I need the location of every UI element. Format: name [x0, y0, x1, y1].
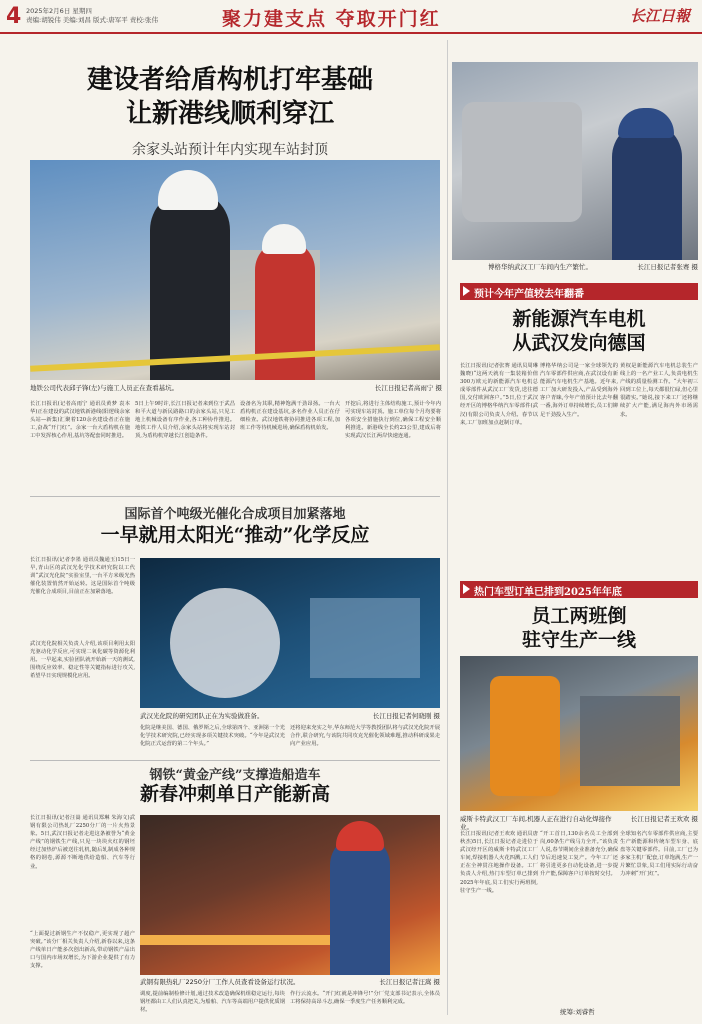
story5-kicker: 热门车型订单已排到2025年年底 — [474, 587, 622, 598]
story3-body-col2: “上面提过新钢生产不仅稳产,更实现了超产突破。”该分厂相关负责人介绍,新春以来,这条产线单日产能多次创出新高,带动钢铁产品出口与国内市场双增长,为下游企业提供了有力支撑。 — [30, 931, 135, 970]
welding-robot — [490, 676, 560, 796]
story2-photo — [140, 558, 440, 708]
story5-photo — [460, 656, 698, 811]
story3-subheadline: 新春冲刺单日产能新高 — [139, 783, 330, 805]
story5-headline-2: 驻守生产一线 — [521, 629, 636, 651]
worker-figure-left — [150, 190, 230, 380]
hardhat-white — [158, 170, 218, 210]
issue-meta — [26, 7, 196, 25]
story3-caption: 武钢有限热轧厂2250分厂工作人员查看设备运行状况。 — [140, 978, 300, 986]
story3-body-col4: 作行云流水。“开门红就是冲锋号!”分厂党支部书记表示,全体员工将保持高昂斗志,确保一季度生产任务顺利完成。 — [290, 991, 440, 1006]
story1-body-col2: 5日上午9时许,长江日报记者来到位于武昌和平大道与新民路路口的余家头站,只见工地上机械设备有序作业,各工种协作推进。地铁工作人员介绍,余家头站将实现车站封顶,为盾构机穿越长江创造条件。 — [135, 401, 235, 440]
story4-body-col2: 博格华纳公司是一家全球领先的汽车零部件供应商,在武汉设有新能源汽车电机生产基地。近年来,工厂加大研发投入,产品受到海外客户青睐,今年产值预计比去年翻一番,海外订单持续增长,员工们铆足干劲投入生产。 — [540, 363, 618, 418]
story4-caption: 博格华纳武汉工厂车间内生产繁忙。 — [488, 263, 592, 271]
divider-line-2 — [30, 760, 440, 761]
car-body-frame — [580, 696, 680, 786]
newspaper-logo: 长江日報 — [630, 7, 691, 25]
story1-subtitle: 余家头站预计年内实现车站封顶 — [132, 142, 328, 158]
story4-credit: 长江日报记者张赛 摄 — [637, 263, 698, 271]
story1-photo — [30, 160, 440, 380]
lab-researcher-figure — [170, 588, 280, 698]
story4-photo — [452, 62, 698, 260]
story3-body-col3: 调度,提前编制检修计划,通过技术改造确保机组稳定运行,每块钢坯都由工人们认真把关,为船舶、汽车等高端用户提供优质钢材。 — [140, 991, 285, 1014]
story5-kicker-bar — [460, 581, 698, 598]
story2-caption: 武汉光化院的研究团队正在为实验做准备。 — [140, 712, 264, 720]
story1-body-col4: 开挖后,将进行主体结构施工,预计今年内可实现车站封顶。施工单位每个月均要将各项安全措施执行到位,确保工程安全顺利推进。新港线全长约23公里,建成后将实现武汉长江两岸快速连通。 — [345, 401, 441, 440]
triangle-icon — [463, 584, 470, 594]
story4-body-col3: 黄权是新能源汽车电机总装生产线上的一名产业工人,负责电机生产线的质量检测工作。“大年初三回到工位上,每天都很忙碌,但心里很踏实。”她说,接下来工厂还将继续扩大产能,满足海内外市场需求。 — [620, 363, 698, 418]
issue-date: 2025年2月6日 星期四 — [26, 7, 92, 15]
story5-caption: 威斯卡特武汉工厂车间,机器人正在进行自动化焊接作业。 — [460, 815, 612, 831]
hardhat-white-2 — [262, 224, 306, 254]
triangle-icon — [463, 286, 470, 296]
story3-headline: 钢铁“黄金产线”支撑造船造车 — [149, 768, 321, 783]
page-slogan: 聚力建支点 夺取开门红 — [222, 8, 441, 30]
story1-headline-2: 让新港线顺利穿江 — [125, 99, 334, 129]
story2-body-col4: 还将迎来充实之年,华东师范大学等教授团队将与武汉光化院开展合作,联合研究,与该院共同攻克光催化领域难题,推动科研成果走向产业应用。 — [290, 725, 440, 748]
story5-body-col2: “开工首日,130余名员工全部到岗,60条生产线马力全开。”该负责人说,春节期间企业准备充分,确保节后迅速复工复产。今年工厂还将引进更多自动化设备,进一步提升产能,保障客户订单按时交付。 — [540, 831, 618, 878]
story1-caption: 地铁公司代表邱子锋(左)与施工人员正在查看基坑。 — [30, 384, 179, 392]
story1-headline-1: 建设者给盾构机打牢基础 — [86, 65, 373, 95]
page-editor: 统筹:刘睿哲 — [560, 1008, 595, 1016]
story5-credit: 长江日报记者王欢欢 摄 — [630, 815, 698, 823]
story4-kicker-bar — [460, 283, 698, 300]
yellow-railing — [30, 344, 440, 371]
story5-headline-1: 员工两班倒 — [531, 605, 627, 627]
story1-credit: 长江日报记者高雨宁 摄 — [374, 384, 442, 392]
story5-body-col1: 长江日报讯(记者王欢欢 通讯员唐秋杰)5日,长江日报记者走进位于武汉经开区的威斯卡特武汉工厂车间,焊接机器人火花四溅,工人们正在全神贯注地操作设备。工厂负责人介绍,热门车型订单已排到2025年年底,员工们实行两班倒,驻守生产一线。 — [460, 831, 538, 894]
story2-body-col1: 长江日报讯(记者李墨 通讯员魏通玉)15日一早,青山区的武汉光化学技术研究院以工代训“武汉光化院”实验室里,一台平方米级光热催化装置悄然开始运转。这是国际首个吨级光催化合成项目,目前正在加紧落地。 — [30, 557, 135, 596]
motor-assembly — [462, 102, 582, 222]
factory-worker-figure — [612, 122, 682, 260]
divider-line — [30, 496, 440, 497]
story4-headline-1: 新能源汽车电机 — [512, 308, 646, 330]
story1-body-col3: 设备名为其职,精神饱满干劲昂扬。一台大盾构机正在建设基坑,多名作业人员正在仔细检查。武汉地铁将协同推进各项工程,加班工作等待机械进场,确保盾构机始发。 — [240, 401, 340, 432]
story3-body-col1: 长江日报讯(记者汪嵩 通讯员郑琳 朱海文)武钢有限公司热轧厂2250分厂的一片火热景象。5日,武汉日报记者走进这条被誉为“黄金产线”的钢铁生产线,只见一块块火红的钢坯经过加热炉后被送往轧机,随后轧制成各种规格的钢卷,源源不断地供给造船、汽车等行业。 — [30, 815, 135, 870]
work-cap — [618, 108, 674, 138]
story2-subheadline: 一早就用太阳光“推动”化学反应 — [100, 524, 370, 546]
story4-kicker: 预计今年产值较去年翻番 — [474, 289, 584, 300]
story3-photo — [140, 815, 440, 975]
story2-credit: 长江日报记者何晓刚 摄 — [372, 712, 440, 720]
story1-body-col1: 长江日报讯(记者高雨宁 通讯员黄梦 袁本华)正在建设的武汉地铁新港线(阳逻线余家头站—新集)汇聚着120余名建设者正在施工,奋战“开门红”。余家一台大盾构机在施工中发挥核心作用,基坑等配套同时推进。 — [30, 401, 130, 440]
hot-steel-strip — [140, 935, 330, 945]
story2-body-col3: 化院是继美国、德国、俄罗斯之后,全球第四个、亚洲第一个光化学技术研究院,已经实现多项关键技术突破。“今年是武汉光化院正式运营的第二个年头。” — [140, 725, 285, 748]
story4-headline-2: 从武汉发向德国 — [512, 332, 646, 354]
column-divider — [447, 40, 448, 1015]
story5-body-col3: 全球知名汽车零部件供应商,主要生产新能源和传统车型车身、底盘等关键零部件。目前,工厂已为多家主机厂配套,订单饱满,生产一片繁忙景象,员工们用实际行动奋力冲刺“开门红”。 — [620, 831, 698, 878]
story4-body-col1: 长江日报讯(记者张赛 通讯员周琳 魏晓)“这两天就有一集装箱价值300万欧元的新能源汽车电机总成零部件从武汉工厂发货,送往德国,交付欧洲客户。”5日,位于武汉经开区的博格华纳汽车零部件(武汉)有限公司负责人介绍。春节以来,工厂加班加点赶制订单。 — [460, 363, 538, 426]
lab-equipment — [310, 598, 420, 678]
steel-worker-figure — [330, 835, 390, 975]
story2-body-col2: 武汉光化院相关负责人介绍,该项目利用太阳光驱动化学反应,可实现二氧化碳等资源化利用。一早起来,实验团队就开始新一天的测试,围绕反应效率、稳定性等关键指标进行攻关,希望早日实现规模化应用。 — [30, 641, 135, 680]
issue-staff: 责编:胡锐伟 美编:刘昌 版式:唐军平 责校:张伟 — [26, 16, 158, 24]
page-number: 4 — [6, 4, 22, 29]
story2-headline: 国际首个吨级光催化合成项目加紧落地 — [124, 507, 346, 522]
story3-credit: 长江日报记者汪嵩 摄 — [379, 978, 440, 986]
hardhat-red — [336, 821, 384, 851]
